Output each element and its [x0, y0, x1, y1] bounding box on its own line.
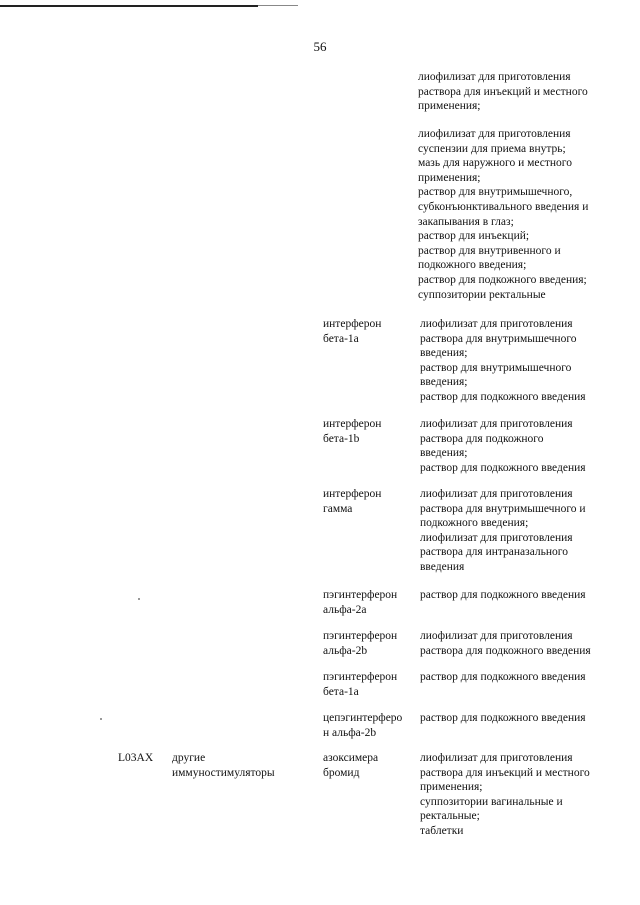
drug-name-cepeginterferon-alfa-2b: цепэгинтерферо н альфа-2b [323, 712, 403, 739]
scan-speck [138, 598, 140, 600]
drug-name-peginterferon-alfa-2a: пэгинтерферон альфа-2a [323, 589, 398, 616]
forms-peginterferon-alfa-2a: раствор для подкожного введения [420, 589, 586, 601]
continuation-block-2: лиофилизат для приготовления суспензии для приема внутрь; мазь для наружного и местного применения; раствор для внутримышечного, субконъюнктивального введения и закапывания в глаз; раствор для инъекций; раствор для внутривенного и подкожного введения; раствор для подкожного введения; суппозитории ректальные [418, 128, 589, 301]
header-rule-thin [258, 5, 298, 6]
drug-name-interferon-gamma: интерферон гамма [323, 488, 382, 515]
forms-interferon-beta-1a: лиофилизат для приготовления раствора для внутримышечного введения; раствор для внутримышечного введения; раствор для подкожного введения [420, 318, 586, 403]
forms-interferon-beta-1b: лиофилизат для приготовления раствора для подкожного введения; раствор для подкожного введения [420, 418, 586, 474]
drug-name-peginterferon-alfa-2b: пэгинтерферон альфа-2b [323, 630, 398, 657]
forms-peginterferon-alfa-2b: лиофилизат для приготовления раствора для подкожного введения [420, 630, 591, 657]
scan-speck [100, 718, 102, 720]
forms-interferon-gamma: лиофилизат для приготовления раствора для внутримышечного и подкожного введения; лиофилизат для приготовления раствора для интраназального введения [420, 488, 586, 573]
atc-group-name: другие иммуностимуляторы [172, 752, 275, 779]
drug-name-azoximer-bromide: азоксимера бромид [323, 752, 379, 779]
forms-cepeginterferon-alfa-2b: раствор для подкожного введения [420, 712, 586, 724]
forms-peginterferon-beta-1a: раствор для подкожного введения [420, 671, 586, 683]
header-rule-thick [0, 5, 258, 7]
atc-code: L03AX [118, 752, 154, 764]
continuation-block-1: лиофилизат для приготовления раствора для инъекций и местного применения; [418, 71, 588, 113]
page-number: 56 [313, 39, 327, 54]
drug-name-peginterferon-beta-1a: пэгинтерферон бета-1a [323, 671, 398, 698]
drug-name-interferon-beta-1b: интерферон бета-1b [323, 418, 382, 445]
drug-name-interferon-beta-1a: интерферон бета-1a [323, 318, 382, 345]
forms-azoximer-bromide: лиофилизат для приготовления раствора для инъекций и местного применения; суппозитории вагинальные и ректальные; таблетки [420, 752, 590, 837]
